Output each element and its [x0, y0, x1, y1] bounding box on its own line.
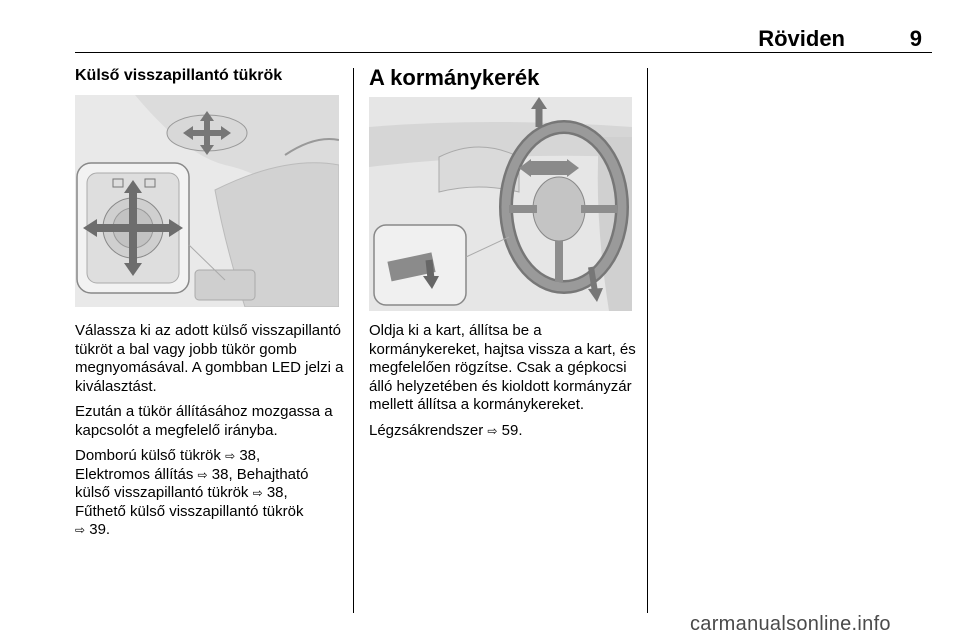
reference-text: Domború külső tükrök [75, 447, 221, 464]
reference-list [75, 447, 345, 540]
reference-text: Elektromos állítás [75, 465, 194, 483]
reference-page: 38, Behajtható [211, 465, 309, 483]
header-title: Röviden [758, 26, 845, 51]
watermark: carmanualsonline.info [690, 613, 891, 635]
reference-page: 39. [89, 521, 111, 538]
section-heading-mirrors: Külső visszapillantó tükrök [75, 67, 283, 84]
paragraph: Oldja ki a kart, állítsa be a kormánykereket, hajtsa vissza a kart, és megfelelően rögzítse. Csak a gépkocsi álló helyzetében és kioldott kormányzár mellett állítsa a kormánykereket. [369, 322, 636, 413]
reference-text: Fűthető külső visszapillantó tükrök [75, 502, 304, 520]
column-divider [353, 68, 354, 613]
steering-wheel-illustration [369, 97, 632, 311]
arrow-ref-icon: ⇨ [197, 467, 208, 482]
reference-page: 38, [239, 447, 261, 464]
column-divider [647, 68, 648, 613]
reference-list [369, 422, 644, 441]
arrow-ref-icon: ⇨ [75, 523, 86, 537]
reference-text: Légzsákrendszer [369, 421, 484, 439]
paragraph: Válassza ki az adott külső visszapillantó tükröt a bal vagy jobb tükör gomb megnyomásával. A gombban LED jelzi a kiválasztást. [75, 322, 344, 395]
page-number: 9 [909, 26, 922, 51]
header-rule [75, 52, 932, 53]
mirror-switch-illustration [75, 95, 339, 307]
arrow-ref-icon: ⇨ [252, 486, 263, 500]
arrow-ref-icon: ⇨ [225, 449, 236, 463]
reference-page: 59. [501, 421, 523, 439]
arrow-ref-icon: ⇨ [487, 423, 498, 438]
paragraph: Ezután a tükör állításához mozgassa a kapcsolót a megfelelő irányba. [75, 403, 333, 439]
section-heading-steering: A kormánykerék [369, 65, 540, 90]
reference-text: külső visszapillantó tükrök [75, 484, 249, 501]
reference-page: 38, [266, 484, 288, 501]
